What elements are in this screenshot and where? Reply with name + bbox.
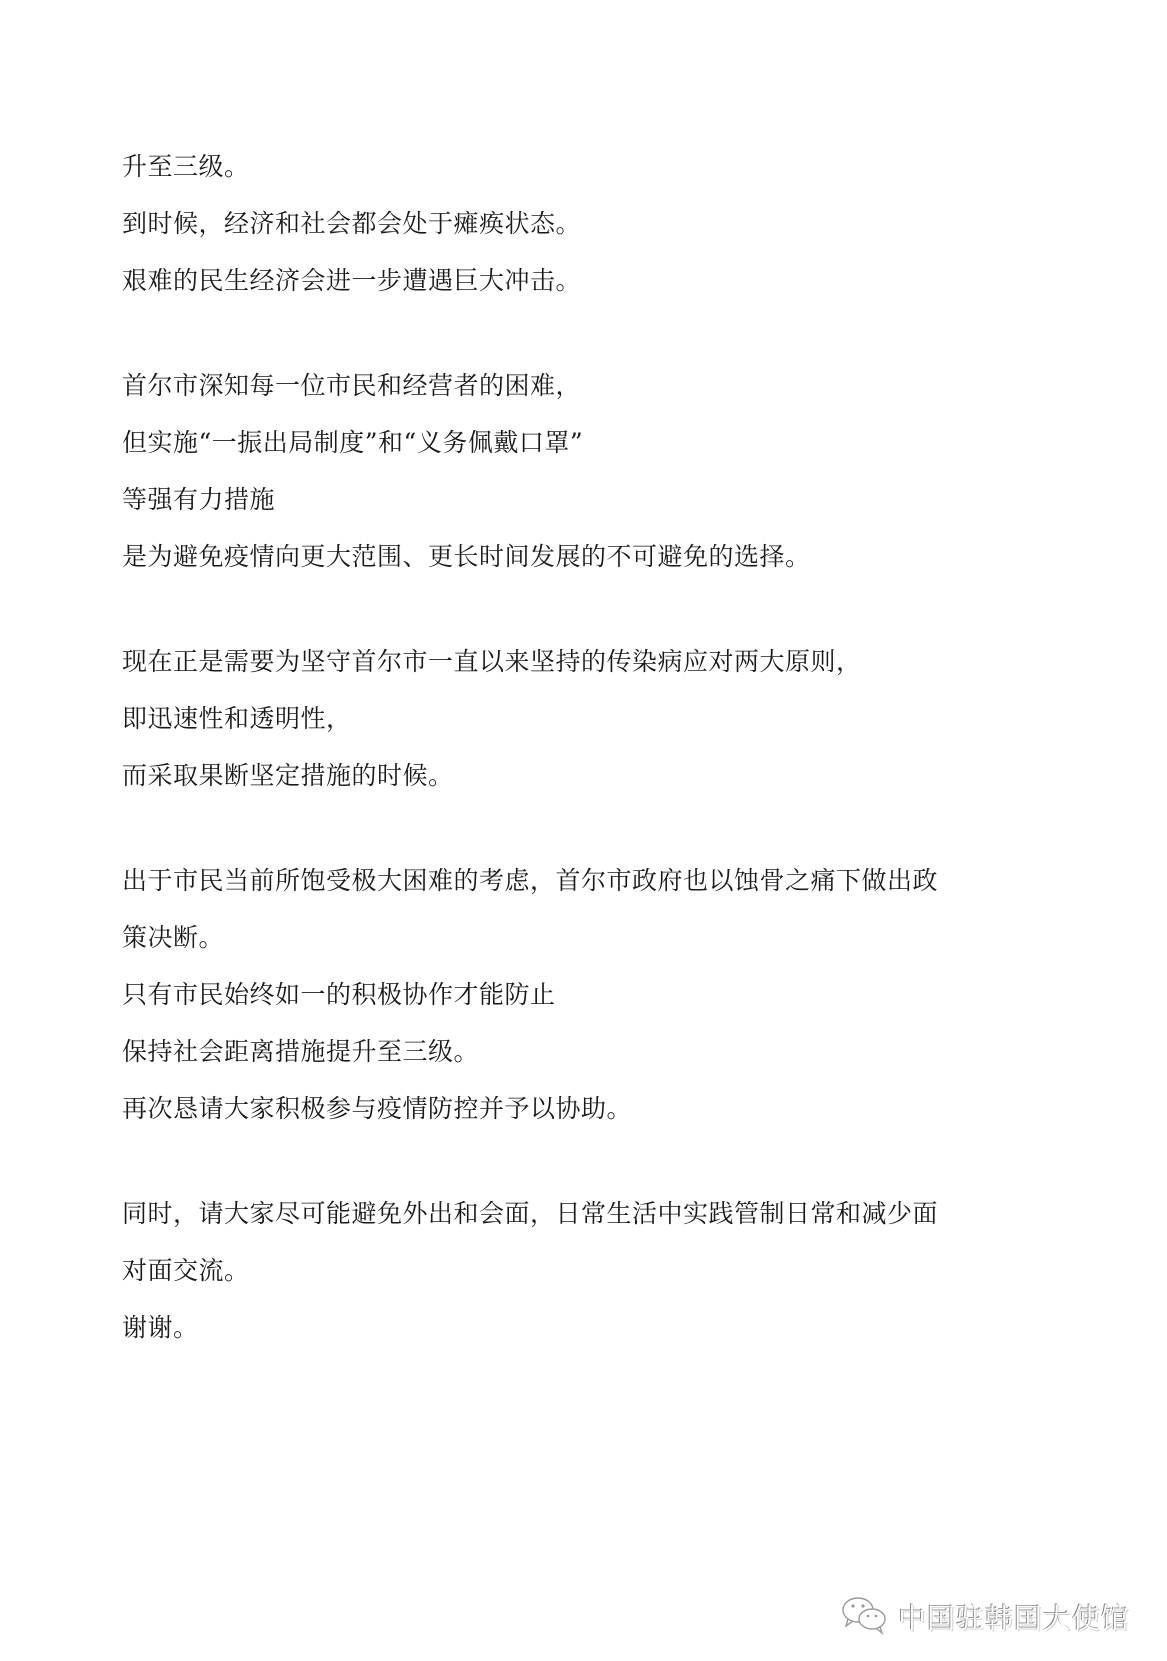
text-line: 保持社会距离措施提升至三级。 (122, 1037, 480, 1066)
paragraph-5 (122, 1185, 1022, 1356)
paragraph-3 (122, 633, 1022, 804)
text-line: 即迅速性和透明性， (122, 704, 352, 733)
text-line: 再次恳请大家积极参与疫情防控并予以协助。 (122, 1094, 633, 1123)
text-line: 但实施“一振出局制度”和“义务佩戴口罩” (122, 428, 584, 457)
paragraph-2 (122, 357, 1022, 585)
text-line: 出于市民当前所饱受极大困难的考虑，首尔市政府也以蚀骨之痛下做出政 (122, 866, 939, 895)
paragraph-4 (122, 852, 1022, 1137)
text-line: 而采取果断坚定措施的时候。 (122, 761, 454, 790)
watermark (840, 1595, 1130, 1639)
text-line: 等强有力措施 (122, 485, 276, 514)
wechat-logo-icon (840, 1595, 888, 1639)
text-line: 策决断。 (122, 923, 225, 952)
text-line: 现在正是需要为坚守首尔市一直以来坚持的传染病应对两大原则， (122, 647, 862, 676)
text-line: 谢谢。 (122, 1313, 199, 1342)
document-body (122, 138, 1022, 1404)
text-line: 艰难的民生经济会进一步遭遇巨大冲击。 (122, 266, 582, 295)
text-line: 是为避免疫情向更大范围、更长时间发展的不可避免的选择。 (122, 542, 811, 571)
text-line: 首尔市深知每一位市民和经营者的困难， (122, 371, 582, 400)
text-line: 升至三级。 (122, 152, 250, 181)
paragraph-1 (122, 138, 1022, 309)
text-line: 同时，请大家尽可能避免外出和会面，日常生活中实践管制日常和减少面 (122, 1199, 939, 1228)
text-line: 到时候，经济和社会都会处于瘫痪状态。 (122, 209, 582, 238)
account-name: 中国驻韩国大使馆 (898, 1602, 1131, 1635)
text-line: 只有市民始终如一的积极协作才能防止 (122, 980, 556, 1009)
text-line: 对面交流。 (122, 1256, 250, 1285)
